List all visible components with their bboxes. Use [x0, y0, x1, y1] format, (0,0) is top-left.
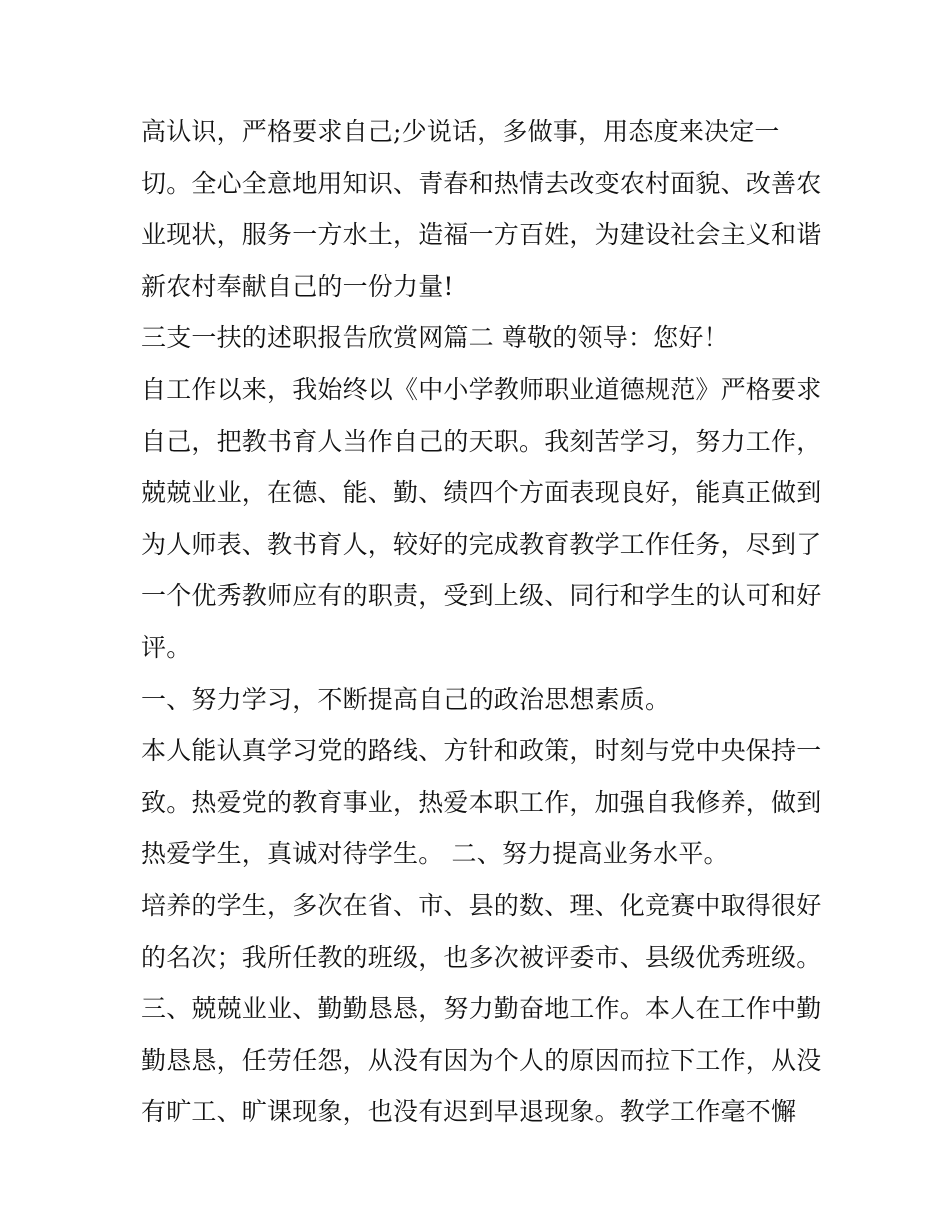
text-line: 为人师表、教书育人，较好的完成教育教学工作任务，尽到了: [141, 529, 822, 559]
section-heading-line: 三支一扶的述职报告欣赏网篇二 尊敬的领导：您好！: [141, 323, 729, 353]
text-line: 勤恳恳，任劳任怨，从没有因为个人的原因而拉下工作，从没: [141, 1045, 822, 1075]
text-line: 自工作以来，我始终以《中小学教师职业道德规范》严格要求: [141, 374, 822, 404]
text-line: 切。全心全意地用知识、青春和热情去改变农村面貌、改善农: [141, 168, 822, 198]
text-line: 热爱学生，真诚对待学生。 二、努力提高业务水平。: [141, 839, 729, 869]
text-line: 自己，把教书育人当作自己的天职。我刻苦学习，努力工作，: [141, 426, 822, 456]
text-line: 兢兢业业，在德、能、勤、绩四个方面表现良好，能真正做到: [141, 478, 822, 508]
text-line: 培养的学生，多次在省、市、县的数、理、化竞赛中取得很好: [141, 890, 822, 920]
text-line: 新农村奉献自己的一份力量!: [141, 271, 454, 301]
document-body: [141, 106, 831, 1138]
text-line: 高认识，严格要求自己;少说话，多做事，用态度来决定一: [141, 117, 780, 146]
subheading-line: 一、努力学习，不断提高自己的政治思想素质。: [141, 684, 671, 714]
text-line: 致。热爱党的教育事业，热爱本职工作，加强自我修养，做到: [141, 787, 822, 817]
text-line: 评。: [141, 632, 192, 662]
text-line: 的名次；我所任教的班级，也多次被评委市、县级优秀班级。: [141, 942, 822, 972]
text-line: 有旷工、旷课现象，也没有迟到早退现象。教学工作毫不懈: [141, 1097, 797, 1127]
text-line: 业现状，服务一方水土，造福一方百姓，为建设社会主义和谐: [141, 220, 822, 250]
text-line: 本人能认真学习党的路线、方针和政策，时刻与党中央保持一: [141, 736, 822, 766]
text-line: 三、兢兢业业、勤勤恳恳，努力勤奋地工作。本人在工作中勤: [141, 994, 822, 1024]
text-line: 一个优秀教师应有的职责，受到上级、同行和学生的认可和好: [141, 581, 822, 611]
